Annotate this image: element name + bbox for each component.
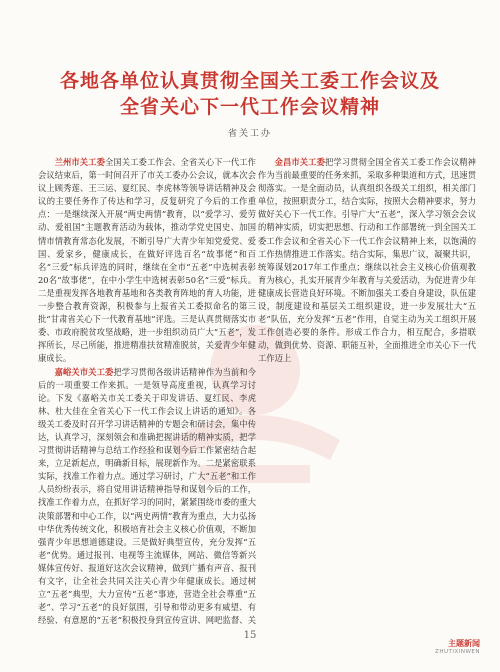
paragraph-body: 把学习贯彻各级讲话精神作为当前和今后的一项重要工作来抓。一是领导高度重视，认真学习讨论。下发《嘉峪关市关工委关于印发讲话、夏红民、李虎林、杜大佳在全省关心下一代工作会议上讲话的通知》。各级关工委及时召开学习讲话精神的专题会和研讨会，集中传达，认真学习，深刻领会和准确把握讲话的精神实质，把学习贯彻讲话精神与总结工作经验和谋划今后工作紧密结合起来，立足新起点，明确新目标，展现新作为。二是紧密联系实际，找准工作着力点。通过学习研讨，广大“五老”和工作人员纷纷表示，将自觉用讲话精神指导和谋划今后的工作，找准工作着力点，在抓好学习的同时，紧紧围绕市委的重大决策部署和中心工作，以“两史两情”教育为重点，大力弘扬中华优秀传统文化，积极培育社会主义核心价值观，不断加强青少年思想道德建设。三是做好典型宣传，充分发挥“五老”优势。通过报刊、电视等主流媒体，网站、微信等新兴媒体宣传好、报道好这次会议精神，做到广播有声音、报刊有文字，让全社会共同关注关心青少年健康成长。通过树立“五老”典型，大力宣传“五老”事迹，营造全社会尊重“五老”、学习“五老”的良好氛围，引导和带动更多有威望、有经验、有意愿的“五老”积极投身到宣传宣讲、网吧监督、关 [38, 366, 256, 626]
paragraph-lead: 兰州市关工委 [54, 157, 105, 167]
article-paragraph [258, 156, 476, 366]
brand-cn: 主题新闻 [448, 639, 480, 648]
article-source: 省关工办 [227, 129, 272, 139]
paragraph-body: 把学习贯彻全国全省关工委工作会议精神作为当前最重要的任务来抓，采取多种渠道和方式，迅速贯彻落实。一是全面动员，认真组织各级关工组织，相关部门单位，按照职责分工，结合实际，按照大会精神要求，努力做好关心下一代工作。引导广大“五老”，深入学习领会会议的精神实质，切实把思想、行动和工作部署统一到全国关工委工作会议和全省关心下一代工作会议精神上来，以饱满的工作热情推进工作落实。结合实际，集思广议，凝聚共识，统筹谋划2017年工作重点；继续以社会主义核心价值观教育为核心，扎实开展青少年教育与关爱活动，为促进青少年健康成长营造良好环境。不断加强关工委自身建设，队伍建设，制度建设和基层关工组织建设，进一步发展壮大“五老”队伍，充分发挥“五老”作用，自觉主动为关工组织开展工作创造必要的条件。形成工作合力，相互配合，多措联动，做到优势、资源、职能互补，全面推进全市关心下一代工作迈上 [258, 157, 476, 364]
brand-en: ZHUTIXINWEN [435, 649, 480, 655]
paragraph-lead: 金昌市关工委 [274, 157, 325, 167]
article-title-line-2: 全省关心下一代工作会议精神 [119, 96, 380, 118]
article-column [38, 156, 256, 626]
article-column [258, 156, 476, 626]
section-brand [435, 638, 480, 655]
article-title-line-1: 各地各单位认真贯彻全国关工委工作会议及 [59, 70, 440, 92]
page-number: 15 [243, 630, 257, 641]
article-paragraph [38, 156, 256, 366]
paragraph-lead: 嘉峪关市关工委 [54, 366, 114, 377]
article-paragraph [38, 366, 256, 627]
paragraph-body: 全国关工委工作会、全省关心下一代工作会议结束后，第一时间召开了市关工委办公会议，就本次会议上顾秀莲、王三运、夏红民、李虎林等领导讲话精神及会议的主要任务作了传达和学习，反复研究了今后的工作重点：一是继续深入开展“两史两情”教育，以“爱学习、爱劳动、爱祖国”主题教育活动为载体，推动学党史国史、加国情市情教育常态化发展，不断引导广大青少年知党爱党、爱国、爱家乡，健康成长，在做好评选百名“故事佬”和百名“三爱”标兵评选的同时，继续在全市“五老”中选树表彰20名“故事佬”，在中小学生中选树表彰50名“三爱”标兵。二是重视发挥各地教育基地和各类教育阵地的育人功能，进一步整合教育资源，积极参与上报省关工委拟命名的第三批“甘肃省关心下一代教育基地”评选。三是认真贯彻落实市委、市政府脱贫攻坚战略，进一步组织动员广大“五老”，发挥所长，尽己所能，推进精准扶贫精准脱贫，关爱青少年健康成长。 [38, 157, 256, 364]
